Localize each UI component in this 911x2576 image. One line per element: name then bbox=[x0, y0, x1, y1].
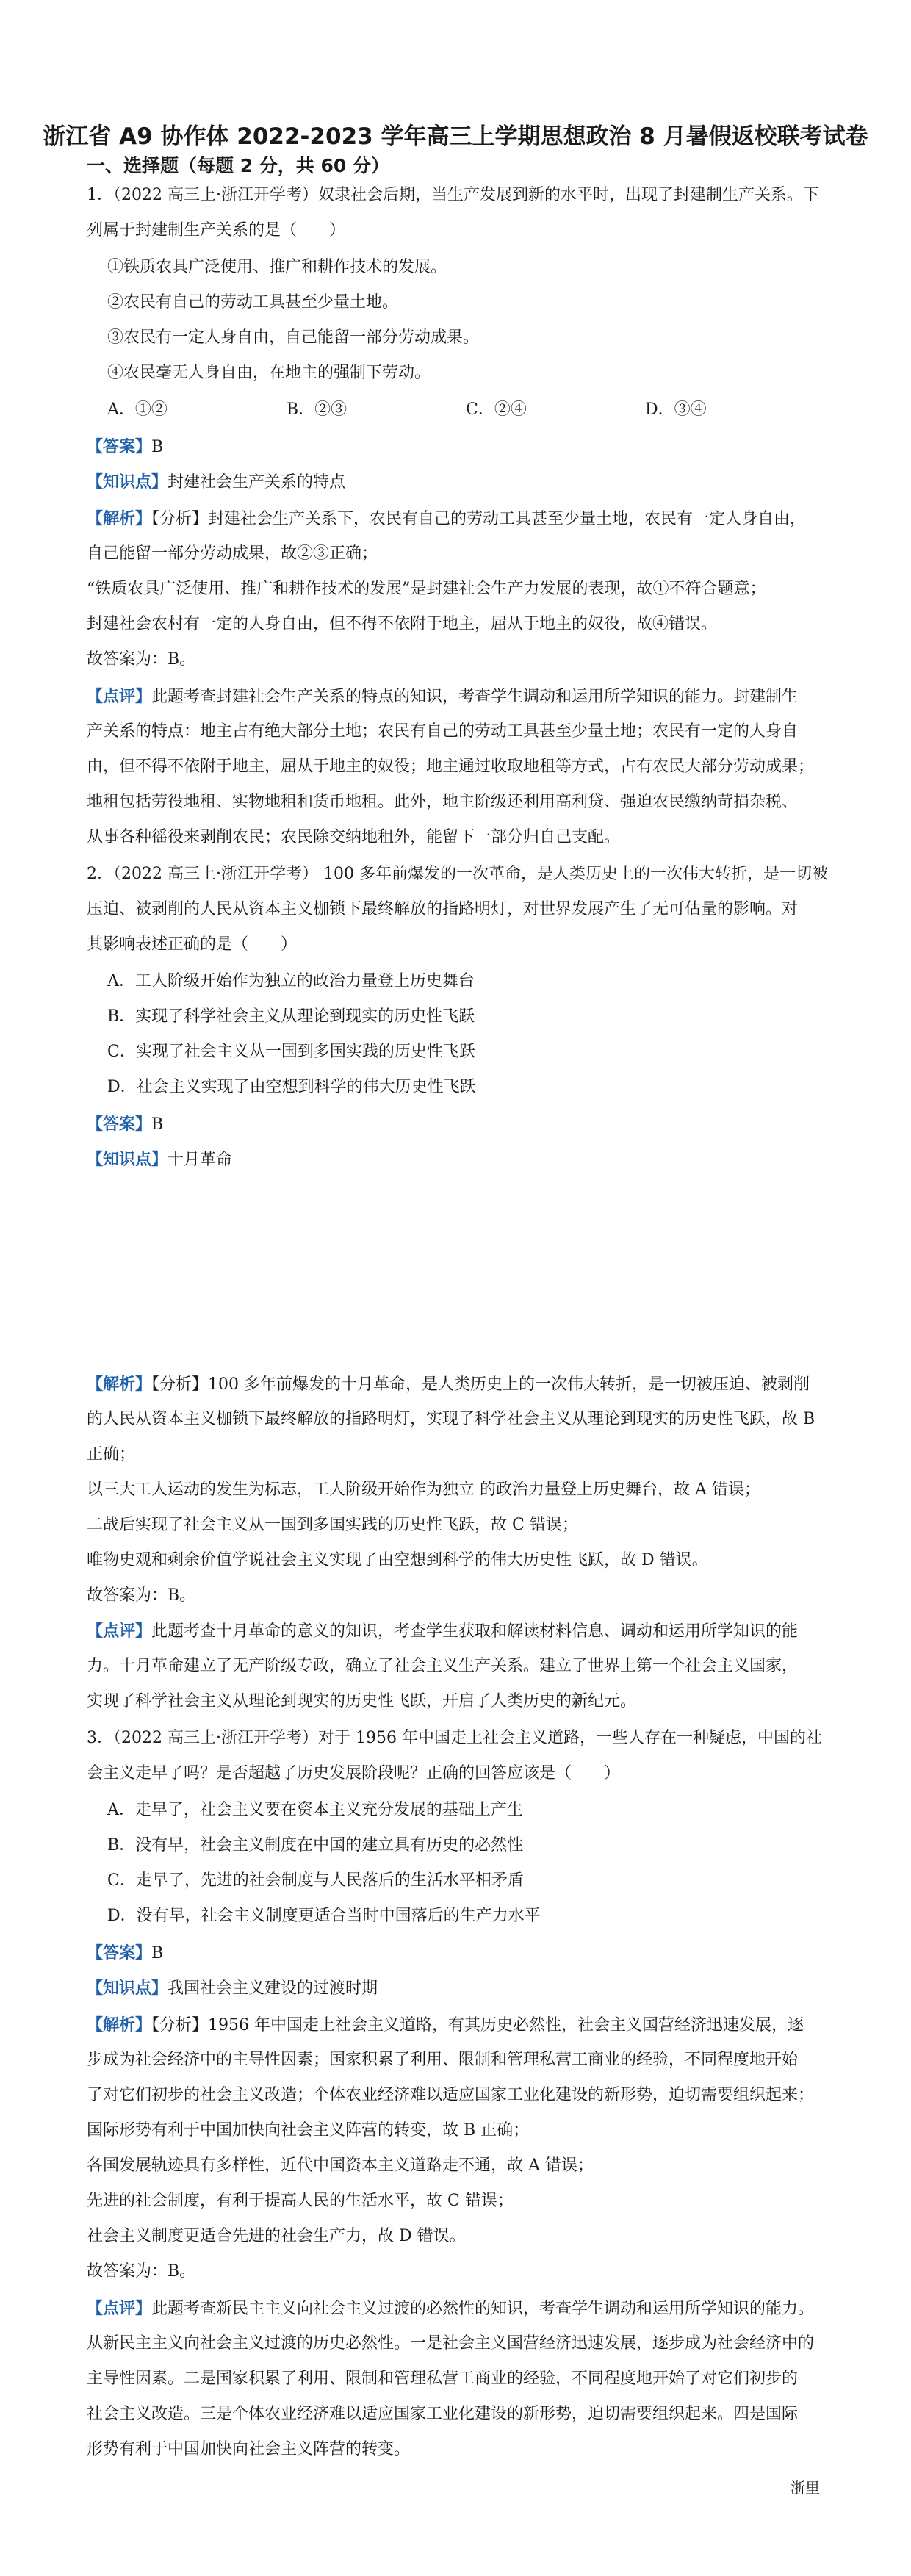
page-footer-mark: 浙里 bbox=[791, 2479, 820, 2497]
q2-comment-line-2: 力。十月革命建立了无产阶级专政，确立了社会主义生产关系。建立了世界上第一个社会主义国家， bbox=[87, 1657, 799, 1675]
q2-option-d[interactable]: D．社会主义实现了由空想到科学的伟大历史性飞跃 bbox=[107, 1078, 476, 1096]
q2-option-c[interactable]: C．实现了社会主义从一国到多国实践的历史性飞跃 bbox=[107, 1043, 475, 1061]
q3-analysis-line-2: 步成为社会经济中的主导性因素；国家积累了利用、限制和管理私营工商业的经验，不同程度地开始 bbox=[87, 2051, 799, 2069]
q3-comment-text-1: 此题考查新民主主义向社会主义过渡的必然性的知识，考查学生调动和运用所学知识的能力。 bbox=[151, 2300, 815, 2318]
q3-stem-line-1: 3．（2022 高三上·浙江开学考）对于 1956 年中国走上社会主义道路，一些人存在一种疑虑，中国的社 bbox=[87, 1729, 822, 1747]
q2-option-b[interactable]: B．实现了科学社会主义从理论到现实的历史性飞跃 bbox=[107, 1007, 475, 1026]
q1-analysis-line-2: 自己能留一部分劳动成果，故②③正确； bbox=[87, 544, 378, 563]
q1-knowledge bbox=[87, 472, 345, 493]
q1-answer-value: B bbox=[151, 438, 164, 456]
q2-comment-line-1 bbox=[87, 1621, 798, 1642]
comment-tag: 【点评】 bbox=[87, 2299, 152, 2318]
knowledge-tag: 【知识点】 bbox=[87, 1150, 168, 1169]
q3-option-a[interactable]: A．走早了，社会主义要在资本主义充分发展的基础上产生 bbox=[107, 1801, 523, 1819]
exam-title: 浙江省 A9 协作体 2022-2023 学年高三上学期思想政治 8 月暑假返校联考试卷 bbox=[43, 123, 868, 150]
q1-comment-text-1: 此题考查封建社会生产关系的特点的知识，考查学生调动和运用所学知识的能力。封建制生 bbox=[151, 688, 799, 706]
q3-comment-line-4: 社会主义改造。三是个体农业经济难以适应国家工业化建设的新形势，迫切需要组织起来。四是国际 bbox=[87, 2405, 799, 2423]
q2-knowledge-value: 十月革命 bbox=[168, 1151, 233, 1169]
q1-answer bbox=[87, 436, 163, 458]
q2-analysis-line-7: 故答案为：B。 bbox=[87, 1586, 196, 1605]
q1-knowledge-value: 封建社会生产关系的特点 bbox=[168, 473, 346, 492]
q3-analysis-line-3: 了对它们初步的社会主义改造；个体农业经济难以适应国家工业化建设的新形势，迫切需要组织起来； bbox=[87, 2086, 815, 2104]
q1-analysis-line-4: 封建社会农村有一定的人身自由，但不得不依附于地主，屈从于地主的奴役，故④错误。 bbox=[87, 615, 718, 633]
q1-choice-d[interactable]: D．③④ bbox=[645, 400, 707, 419]
q1-comment-line-5: 从事各种徭役来剥削农民；农民除交纳地租外，能留下一部分归自己支配。 bbox=[87, 828, 621, 846]
q3-comment-line-5: 形势有利于中国加快向社会主义阵营的转变。 bbox=[87, 2440, 411, 2458]
answer-tag: 【答案】 bbox=[87, 1943, 152, 1962]
q3-analysis-line-4: 国际形势有利于中国加快向社会主义阵营的转变，故 B 正确； bbox=[87, 2121, 530, 2140]
q3-comment-line-2: 从新民主主义向社会主义过渡的历史必然性。一是社会主义国营经济迅速发展，逐步成为社会经济中的 bbox=[87, 2334, 815, 2353]
q1-choice-b[interactable]: B．②③ bbox=[287, 400, 348, 419]
q2-answer-value: B bbox=[151, 1115, 164, 1134]
answer-tag: 【答案】 bbox=[87, 1115, 152, 1134]
q1-comment-line-3: 由，但不得不依附于地主，屈从于地主的奴役；地主通过收取地租等方式，占有农民大部分劳动成果； bbox=[87, 758, 815, 776]
q2-analysis-line-1 bbox=[87, 1374, 810, 1395]
section-heading: 一、选择题（每题 2 分，共 60 分） bbox=[87, 155, 390, 176]
q3-answer-value: B bbox=[151, 1944, 164, 1962]
q2-analysis-line-2: 的人民从资本主义枷锁下最终解放的指路明灯，实现了科学社会主义从理论到现实的历史性飞跃，故 B bbox=[87, 1410, 815, 1428]
q1-item-3: ③农民有一定人身自由，自己能留一部分劳动成果。 bbox=[107, 328, 480, 347]
q3-analysis-line-5: 各国发展轨迹具有多样性，近代中国资本主义道路走不通，故 A 错误； bbox=[87, 2156, 594, 2175]
q2-knowledge bbox=[87, 1149, 232, 1170]
q2-stem-line-2: 压迫、被剥削的人民从资本主义枷锁下最终解放的指路明灯，对世界发展产生了无可估量的影响。对 bbox=[87, 900, 799, 918]
q3-analysis-line-6: 先进的社会制度，有利于提高人民的生活水平，故 C 错误； bbox=[87, 2192, 514, 2210]
q3-knowledge-value: 我国社会主义建设的过渡时期 bbox=[168, 1979, 378, 1998]
q1-stem-line-2: 列属于封建制生产关系的是（ ） bbox=[87, 221, 346, 240]
q3-stem-line-2: 会主义走早了吗？是否超越了历史发展阶段呢？正确的回答应该是（ ） bbox=[87, 1764, 621, 1782]
q1-analysis-text-1: 【分析】封建社会生产关系下，农民有自己的劳动工具甚至少量土地，农民有一定人身自由， bbox=[151, 510, 807, 528]
q3-option-d[interactable]: D．没有早，社会主义制度更适合当时中国落后的生产力水平 bbox=[107, 1907, 541, 1925]
q1-comment-line-4: 地租包括劳役地租、实物地租和货币地租。此外，地主阶级还利用高利贷、强迫农民缴纳苛捐杂税、 bbox=[87, 793, 799, 811]
q1-analysis-line-1 bbox=[87, 508, 806, 530]
q2-analysis-line-6: 唯物史观和剩余价值学说社会主义实现了由空想到科学的伟大历史性飞跃，故 D 错误。 bbox=[87, 1551, 708, 1569]
answer-tag: 【答案】 bbox=[87, 437, 152, 456]
analysis-tag: 【解析】 bbox=[87, 509, 152, 528]
q2-stem-line-1: 2．（2022 高三上·浙江开学考） 100 多年前爆发的一次革命，是人类历史上的一次伟大转折，是一切被 bbox=[87, 865, 828, 883]
comment-tag: 【点评】 bbox=[87, 687, 152, 706]
q2-analysis-text-1: 【分析】100 多年前爆发的十月革命，是人类历史上的一次伟大转折，是一切被压迫、被剥削 bbox=[151, 1375, 810, 1394]
q2-analysis-line-4: 以三大工人运动的发生为标志，工人阶级开始作为独立 的政治力量登上历史舞台，故 A 错误； bbox=[87, 1481, 760, 1499]
q1-item-2: ②农民有自己的劳动工具甚至少量土地。 bbox=[107, 293, 399, 312]
q3-analysis-text-1: 【分析】1956 年中国走上社会主义道路，有其历史必然性，社会主义国营经济迅速发展，逐 bbox=[151, 2016, 804, 2034]
q3-analysis-line-7: 社会主义制度更适合先进的社会生产力，故 D 错误。 bbox=[87, 2227, 466, 2245]
q3-knowledge bbox=[87, 1978, 378, 1999]
q3-comment-line-3: 主导性因素。二是国家积累了利用、限制和管理私营工商业的经验，不同程度地开始了对它们初步的 bbox=[87, 2370, 799, 2388]
q3-answer bbox=[87, 1943, 163, 1964]
q2-comment-text-1: 此题考查十月革命的意义的知识，考查学生获取和解读材料信息、调动和运用所学知识的能 bbox=[151, 1622, 799, 1641]
q2-stem-line-3: 其影响表述正确的是（ ） bbox=[87, 935, 298, 954]
q3-analysis-line-1 bbox=[87, 2015, 804, 2036]
q2-answer bbox=[87, 1114, 163, 1135]
q1-comment-line-1 bbox=[87, 686, 798, 708]
q1-choice-c[interactable]: C．②④ bbox=[466, 400, 527, 419]
knowledge-tag: 【知识点】 bbox=[87, 1979, 168, 1998]
q3-comment-line-1 bbox=[87, 2298, 814, 2320]
q1-analysis-line-3: “铁质农具广泛使用、推广和耕作技术的发展”是封建社会生产力发展的表现，故①不符合题意； bbox=[87, 580, 766, 598]
q2-option-a[interactable]: A．工人阶级开始作为独立的政治力量登上历史舞台 bbox=[107, 972, 475, 990]
q1-comment-line-2: 产关系的特点：地主占有绝大部分土地；农民有自己的劳动工具甚至少量土地；农民有一定的人身自 bbox=[87, 722, 799, 741]
analysis-tag: 【解析】 bbox=[87, 1375, 152, 1394]
q1-stem-line-1: 1．（2022 高三上·浙江开学考）奴隶社会后期，当生产发展到新的水平时，出现了封建制生产关系。下 bbox=[87, 186, 819, 204]
q3-option-b[interactable]: B．没有早，社会主义制度在中国的建立具有历史的必然性 bbox=[107, 1836, 524, 1854]
comment-tag: 【点评】 bbox=[87, 1622, 152, 1641]
knowledge-tag: 【知识点】 bbox=[87, 472, 168, 492]
analysis-tag: 【解析】 bbox=[87, 2015, 152, 2034]
q1-item-4: ④农民毫无人身自由，在地主的强制下劳动。 bbox=[107, 364, 431, 382]
q2-analysis-line-5: 二战后实现了社会主义从一国到多国实践的历史性飞跃，故 C 错误； bbox=[87, 1516, 578, 1534]
q1-analysis-line-5: 故答案为：B。 bbox=[87, 650, 196, 669]
q1-item-1: ①铁质农具广泛使用、推广和耕作技术的发展。 bbox=[107, 258, 447, 276]
q2-comment-line-3: 实现了科学社会主义从理论到现实的历史性飞跃，开启了人类历史的新纪元。 bbox=[87, 1692, 637, 1710]
q3-option-c[interactable]: C．走早了，先进的社会制度与人民落后的生活水平相矛盾 bbox=[107, 1871, 524, 1890]
q2-analysis-line-3: 正确； bbox=[87, 1445, 136, 1464]
q1-choice-a[interactable]: A．①② bbox=[107, 400, 168, 419]
q3-analysis-line-8: 故答案为：B。 bbox=[87, 2262, 196, 2281]
